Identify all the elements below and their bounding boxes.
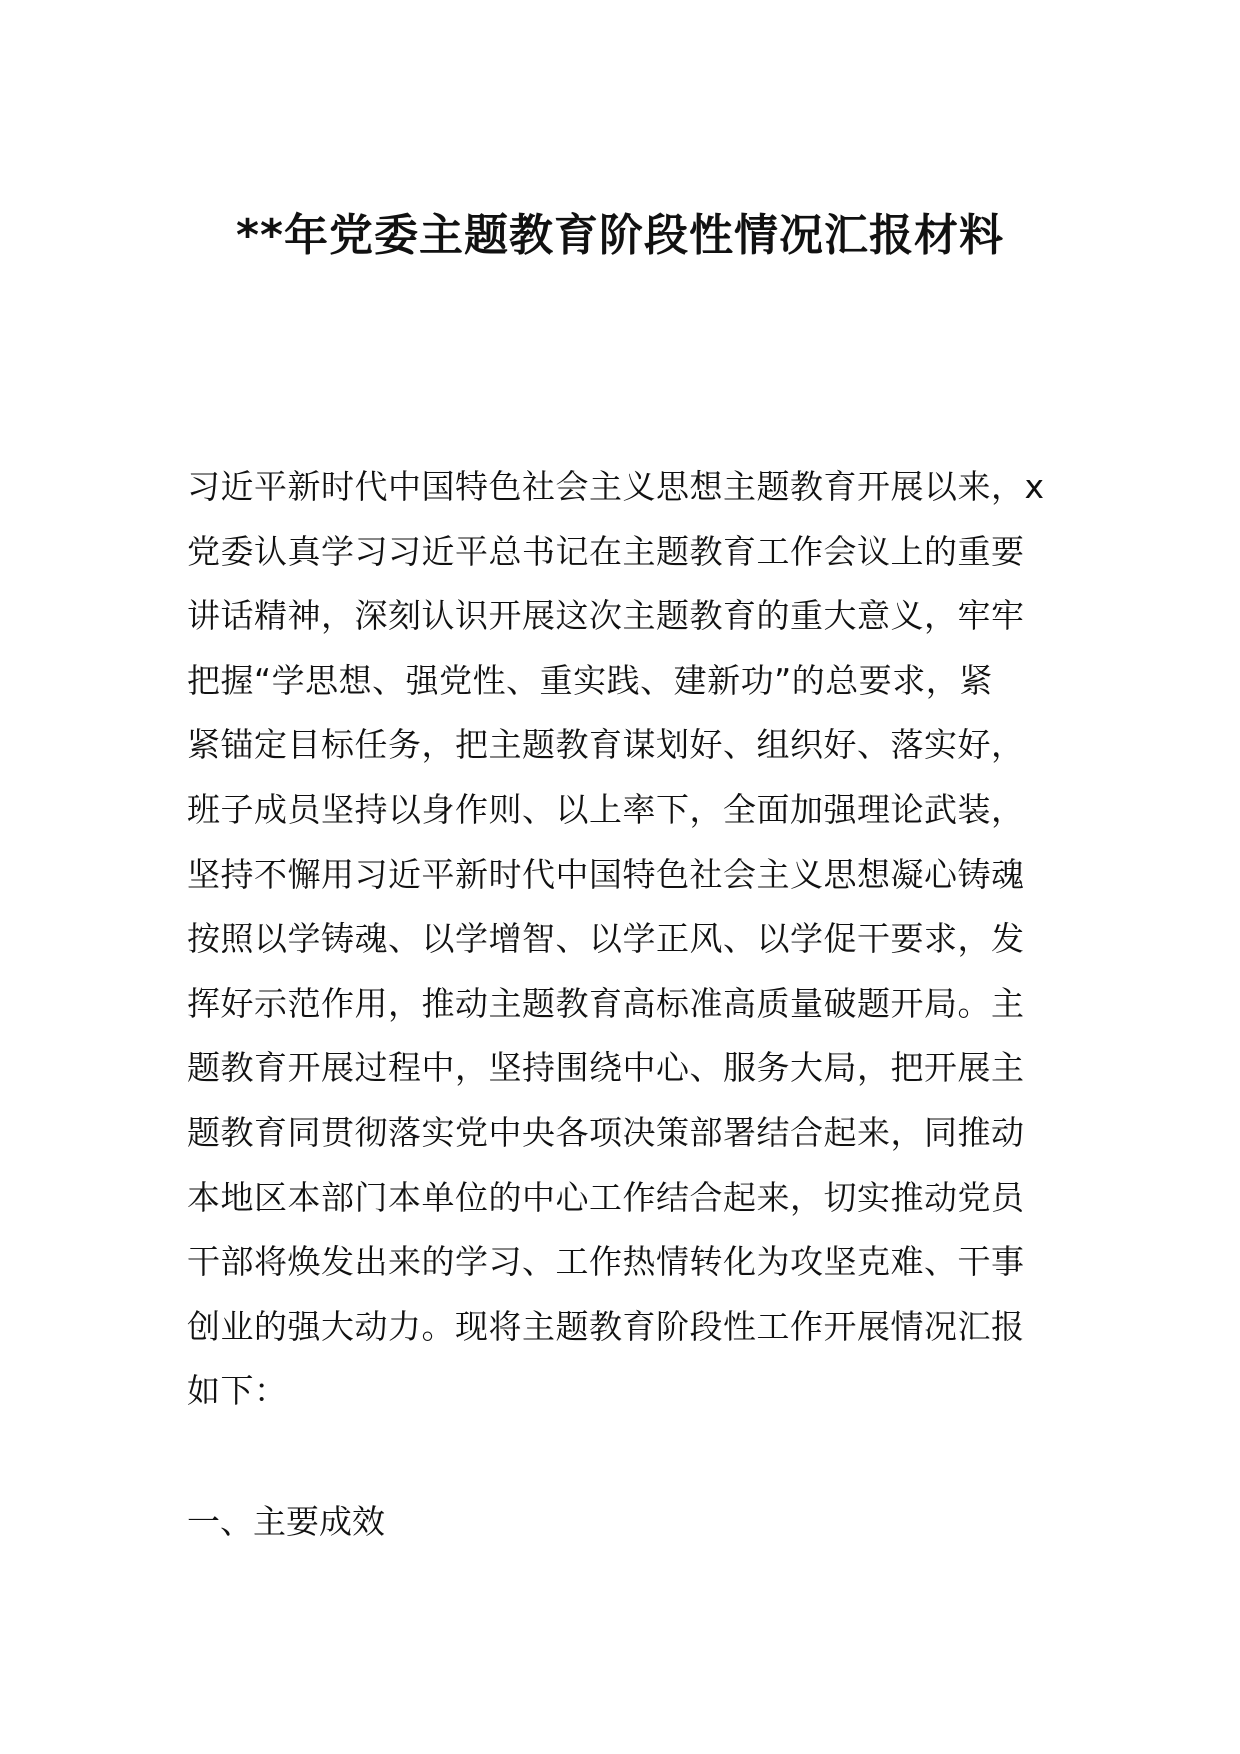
paragraph-line: 班子成员坚持以身作则、以上率下，全面加强理论武装， bbox=[187, 789, 1025, 829]
document-title: **年党委主题教育阶段性情况汇报材料 bbox=[235, 210, 1005, 261]
section-heading: 一、主要成效 bbox=[187, 1502, 385, 1541]
paragraph-line: 题教育同贯彻落实党中央各项决策部署结合起来，同推动 bbox=[187, 1112, 1025, 1152]
paragraph-line: 习近平新时代中国特色社会主义思想主题教育开展以来，x bbox=[187, 467, 1045, 506]
paragraph-line: 坚持不懈用习近平新时代中国特色社会主义思想凝心铸魂 bbox=[187, 854, 1025, 894]
paragraph-line: 本地区本部门本单位的中心工作结合起来，切实推动党员 bbox=[187, 1177, 1025, 1217]
paragraph-line: 干部将焕发出来的学习、工作热情转化为攻坚克难、干事 bbox=[187, 1242, 1025, 1282]
body-paragraph bbox=[187, 455, 1050, 1424]
paragraph-line: 党委认真学习习近平总书记在主题教育工作会议上的重要 bbox=[187, 531, 1025, 571]
paragraph-line: 题教育开展过程中，坚持围绕中心、服务大局，把开展主 bbox=[187, 1048, 1025, 1088]
paragraph-line: 创业的强大动力。现将主题教育阶段性工作开展情况汇报 bbox=[187, 1306, 1025, 1346]
paragraph-line: 紧锚定目标任务，把主题教育谋划好、组织好、落实好， bbox=[187, 725, 1025, 765]
paragraph-line: 挥好示范作用，推动主题教育高标准高质量破题开局。主 bbox=[187, 983, 1025, 1023]
paragraph-line: 把握“学思想、强党性、重实践、建新功”的总要求，紧 bbox=[187, 660, 993, 700]
paragraph-line: 讲话精神，深刻认识开展这次主题教育的重大意义，牢牢 bbox=[187, 596, 1025, 636]
paragraph-line: 按照以学铸魂、以学增智、以学正风、以学促干要求，发 bbox=[187, 919, 1025, 959]
paragraph-line: 如下： bbox=[187, 1371, 288, 1411]
